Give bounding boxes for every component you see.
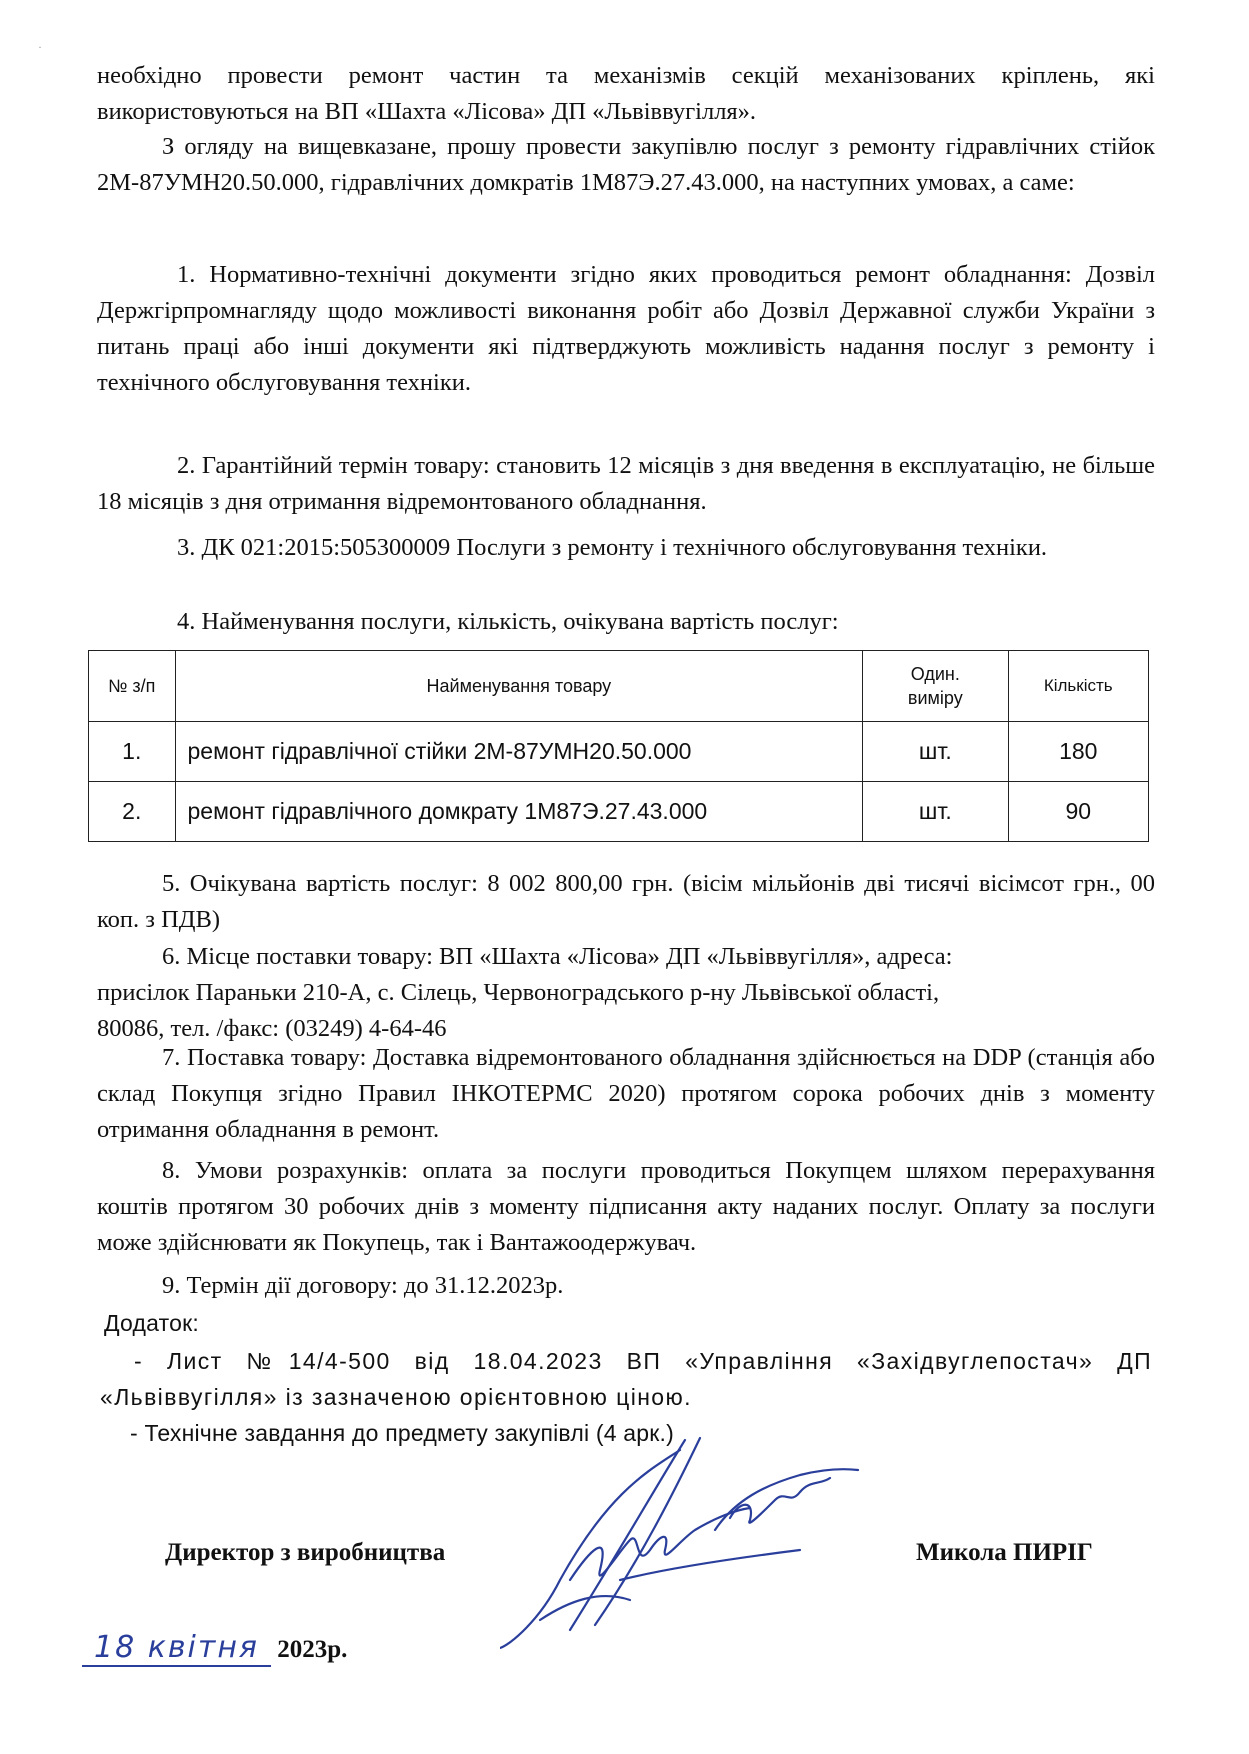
row-name: ремонт гідравлічного домкрату 1М87Э.27.43.000 (175, 782, 863, 842)
signature-date (82, 1630, 347, 1665)
scan-speck: · (38, 40, 42, 54)
row-name: ремонт гідравлічної стійки 2М-87УМН20.50.000 (175, 722, 863, 782)
attachment-2: - Технічне завдання до предмету закупівлі (4 арк.) (130, 1420, 674, 1446)
paragraph-intro-continued: необхідно провести ремонт частин та механізмів секцій механізованих кріплень, які використовуються на ВП «Шахта «Лісова» ДП «Львіввугілля». (97, 62, 1155, 125)
row-number: 2. (89, 782, 176, 842)
header-number: № з/п (89, 651, 176, 722)
condition-item-9: 9. Термін дії договору: до 31.12.2023р. (162, 1272, 564, 1299)
attachments-heading: Додаток: (104, 1310, 199, 1336)
condition-item-5: 5. Очікувана вартість послуг: 8 002 800,00 грн. (вісім мільйонів дві тисячі вісімсот грн., 00 коп. з ПДВ) (97, 870, 1155, 933)
row-unit: шт. (863, 782, 1008, 842)
handwritten-date: 18 квітня (82, 1630, 271, 1667)
row-quantity: 180 (1008, 722, 1149, 782)
item6-line3: 80086, тел. /факс: (03249) 4-64-46 (97, 1015, 447, 1042)
header-unit-line1: Один. (910, 664, 960, 684)
condition-item-6 (97, 939, 1155, 1047)
item6-line2: присілок Параньки 210-А, с. Сілець, Червоноградського р-ну Львівської області, (97, 979, 940, 1006)
condition-item-1: 1. Нормативно-технічні документи згідно яких проводиться ремонт обладнання: Дозвіл Держгірпромнагляду щодо можливості виконання робіт або Дозвіл Державної служби України з питань праці або інші документи які підтверджують можливість надання послуг з ремонту і технічного обслуговування техніки. (97, 261, 1155, 396)
header-name: Найменування товару (175, 651, 863, 722)
table-row (89, 782, 1149, 842)
row-quantity: 90 (1008, 782, 1149, 842)
header-unit-line2: виміру (907, 688, 963, 708)
attachment-1: - Лист №14/4-500 від 18.04.2023 ВП «Управління «Західвуглепостач» ДП «Львіввугілля» із зазначеною орієнтовною ціною. (100, 1348, 1152, 1410)
table-header-row (89, 651, 1149, 722)
signatory-name: Микола ПИРІГ (916, 1539, 1093, 1566)
header-unit (863, 651, 1008, 722)
table-row (89, 722, 1149, 782)
condition-item-3: 3. ДК 021:2015:505300009 Послуги з ремонту і технічного обслуговування техніки. (177, 534, 1048, 561)
condition-item-8: 8. Умови розрахунків: оплата за послуги проводиться Покупцем шляхом перерахування коштів протягом 30 робочих днів з моменту підписання акту наданих послуг. Оплату за послуги може здійснювати як Покупець, так і Вантажоодержувач. (97, 1157, 1155, 1256)
condition-item-4: 4. Найменування послуги, кількість, очікувана вартість послуг: (177, 608, 839, 635)
services-table (88, 650, 1149, 842)
condition-item-2: 2. Гарантійний термін товару: становить 12 місяців з дня введення в експлуатацію, не більше 18 місяців з дня отримання відремонтованого обладнання. (97, 452, 1155, 515)
item6-line1: 6. Місце поставки товару: ВП «Шахта «Лісова» ДП «Львіввугілля», адреса: (162, 943, 953, 970)
date-year: 2023р. (277, 1636, 348, 1663)
handwritten-signature (500, 1430, 860, 1650)
signatory-position: Директор з виробництва (165, 1539, 446, 1566)
row-number: 1. (89, 722, 176, 782)
paragraph-request: З огляду на вищевказане, прошу провести закупівлю послуг з ремонту гідравлічних стійок 2М-87УМН20.50.000, гідравлічних домкратів 1М87Э.27.43.000, на наступних умовах, а саме: (97, 133, 1155, 196)
condition-item-7: 7. Поставка товару: Доставка відремонтованого обладнання здійснюється на DDP (станція або склад Покупця згідно Правил ІНКОТЕРМС 2020) протягом сорока робочих днів з моменту отримання обладнання в ремонт. (97, 1044, 1155, 1143)
row-unit: шт. (863, 722, 1008, 782)
header-quantity: Кількість (1008, 651, 1149, 722)
